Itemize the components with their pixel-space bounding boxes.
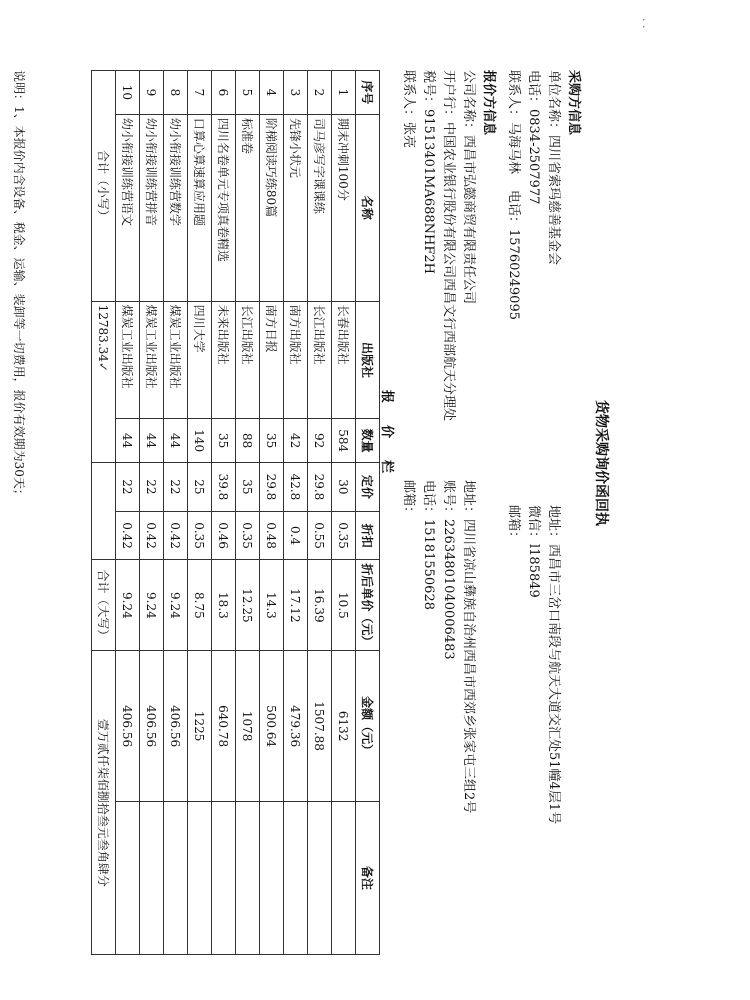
table-cell: 7 [188, 71, 212, 115]
table-cell: 1078 [236, 651, 260, 801]
buyer-contact-phone: 电话：15760249095 [506, 190, 521, 320]
column-header: 数量 [356, 419, 380, 463]
column-header: 金额（元） [356, 651, 380, 801]
seller-account: 账号：22634801040006483 [441, 480, 456, 660]
table-cell: 9.24 [140, 560, 164, 651]
table-cell: 1 [332, 71, 356, 115]
column-header: 折后单价（元） [356, 560, 380, 651]
seller-heading: 报价方信息 [481, 70, 496, 136]
table-row [164, 71, 188, 955]
buyer-email: 邮箱： [506, 505, 521, 545]
table-cell: 584 [332, 419, 356, 463]
quote-label: 报价栏 [379, 390, 394, 496]
table-cell: 29.8 [308, 463, 332, 512]
table-cell: 南方日报 [260, 301, 284, 419]
table-cell: 8.75 [188, 560, 212, 651]
buyer-contact: 联系人：马海马林 [506, 70, 521, 175]
table-cell: 640.78 [212, 651, 236, 801]
table-cell: 479.36 [284, 651, 308, 801]
table-cell: 0.42 [116, 511, 140, 560]
buyer-address: 地址：西昌市三岔口南段与航天大道交汇处51幢4层1号 [546, 505, 561, 825]
seller-bank: 开户行：中国农业银行股份有限公司西昌文行西部航天分理处 [441, 70, 456, 422]
document-title: 货物采购询价函回执 [593, 400, 609, 526]
table-cell: 25 [188, 463, 212, 512]
table-cell: 幼小衔接训练营语文 [116, 114, 140, 301]
table-cell: 南方出版社 [284, 301, 308, 419]
column-header: 名称 [356, 114, 380, 301]
table-cell: 406.56 [140, 651, 164, 801]
table-cell: 17.12 [284, 560, 308, 651]
table-cell: 0.42 [140, 511, 164, 560]
check-mark: ✓ [96, 361, 111, 372]
table-cell: 长春出版社 [332, 301, 356, 419]
table-cell: 期末冲刺100分 [332, 114, 356, 301]
table-cell: 1225 [188, 651, 212, 801]
table-cell: 9.24 [164, 560, 188, 651]
table-cell [332, 801, 356, 954]
table-row [236, 71, 260, 955]
table-row [284, 71, 308, 955]
buyer-heading: 采购方信息 [566, 70, 581, 136]
table-cell: 先锋小状元 [284, 114, 308, 301]
table-cell: 口算心算速算应用题 [188, 114, 212, 301]
table-cell: 39.8 [212, 463, 236, 512]
total-big-label: 合计（大写） [92, 560, 116, 651]
total-small-label: 合计（小写） [92, 71, 116, 302]
table-cell: 0.35 [236, 511, 260, 560]
table-cell: 标准卷 [236, 114, 260, 301]
table-cell [116, 801, 140, 954]
table-cell: 0.35 [332, 511, 356, 560]
seller-address: 地址：四川省凉山彝族自治州西昌市西郊乡张家屯三组2号 [461, 480, 476, 814]
table-cell: 140 [188, 419, 212, 463]
table-cell: 四川名卷单元专项真卷精选 [212, 114, 236, 301]
table-cell: 0.42 [164, 511, 188, 560]
seller-company: 公司名称：西昌市弘懿商贸有限责任公司 [461, 70, 476, 305]
table-cell: 88 [236, 419, 260, 463]
table-cell: 未来出版社 [212, 301, 236, 419]
table-cell [308, 801, 332, 954]
table-cell: 406.56 [116, 651, 140, 801]
table-cell: 0.4 [284, 511, 308, 560]
table-cell: 12.25 [236, 560, 260, 651]
quote-table [91, 70, 380, 955]
table-cell: 阶梯阅读巧练80篇 [260, 114, 284, 301]
buyer-unit: 单位名称：四川省索玛慈善基金会 [546, 70, 561, 266]
table-row [212, 71, 236, 955]
table-cell: 9 [140, 71, 164, 115]
table-cell: 18.3 [212, 560, 236, 651]
table-cell: 司马彦写字课课练 [308, 114, 332, 301]
table-cell: 0.46 [212, 511, 236, 560]
column-header: 出版社 [356, 301, 380, 419]
footer-note: 说明：1、本报价内含设备、税金、运输、装卸等一切费用，报价有效期为30天； [12, 70, 26, 501]
seller-phone: 电话：15181550628 [421, 480, 436, 610]
table-cell: 3 [284, 71, 308, 115]
table-cell: 0.48 [260, 511, 284, 560]
column-header: 折扣 [356, 511, 380, 560]
table-row [116, 71, 140, 955]
table-cell: 煤炭工业出版社 [164, 301, 188, 419]
table-cell: 10 [116, 71, 140, 115]
table-cell: 6132 [332, 651, 356, 801]
table-cell: 35 [260, 419, 284, 463]
table-cell: 30 [332, 463, 356, 512]
buyer-phone: 电话：0834-2507977 [526, 70, 541, 205]
table-cell: 42 [284, 419, 308, 463]
table-cell: 6 [212, 71, 236, 115]
table-cell: 5 [236, 71, 260, 115]
table-cell: 8 [164, 71, 188, 115]
table-row [260, 71, 284, 955]
table-cell: 92 [308, 419, 332, 463]
table-cell: 幼小衔接训练营数学 [164, 114, 188, 301]
total-small-amount: 12783.34 [96, 304, 111, 362]
table-cell: 500.64 [260, 651, 284, 801]
table-cell: 14.3 [260, 560, 284, 651]
seller-contact: 联系人：张亮 [401, 70, 416, 149]
table-header-row [356, 71, 380, 955]
table-cell: 42.8 [284, 463, 308, 512]
scan-marks: · · [637, 18, 650, 29]
table-cell [260, 801, 284, 954]
blank-cell [92, 463, 116, 560]
table-cell [212, 801, 236, 954]
table-cell [140, 801, 164, 954]
total-big-value: 壹万贰仟柒佰捌拾叁元叁角肆分 [92, 651, 116, 955]
table-cell: 44 [116, 419, 140, 463]
table-cell: 22 [116, 463, 140, 512]
table-cell: 幼小衔接训练营拼音 [140, 114, 164, 301]
table-cell [236, 801, 260, 954]
table-cell: 29.8 [260, 463, 284, 512]
buyer-wechat: 微信：l185849 [526, 505, 541, 598]
table-cell: 44 [164, 419, 188, 463]
table-cell: 35 [212, 419, 236, 463]
total-small-value [92, 301, 116, 462]
table-row [140, 71, 164, 955]
table-cell: 长江出版社 [236, 301, 260, 419]
column-header: 定价 [356, 463, 380, 512]
table-cell: 35 [236, 463, 260, 512]
table-cell [284, 801, 308, 954]
table-cell: 1507.88 [308, 651, 332, 801]
table-row [188, 71, 212, 955]
table-cell: 16.39 [308, 560, 332, 651]
table-cell: 长江出版社 [308, 301, 332, 419]
table-cell: 22 [164, 463, 188, 512]
table-cell: 4 [260, 71, 284, 115]
table-cell: 9.24 [116, 560, 140, 651]
seller-tax: 税号：91513401MA688NHF2H [421, 70, 436, 275]
table-cell: 0.35 [188, 511, 212, 560]
table-cell [164, 801, 188, 954]
table-cell [188, 801, 212, 954]
table-row [308, 71, 332, 955]
table-row [332, 71, 356, 955]
table-cell: 10.5 [332, 560, 356, 651]
column-header: 序号 [356, 71, 380, 115]
seller-email: 邮箱： [401, 480, 416, 520]
table-cell: 406.56 [164, 651, 188, 801]
totals-row [92, 71, 116, 955]
table-cell: 44 [140, 419, 164, 463]
table-cell: 0.55 [308, 511, 332, 560]
table-cell: 煤炭工业出版社 [116, 301, 140, 419]
table-cell: 四川大学 [188, 301, 212, 419]
table-cell: 22 [140, 463, 164, 512]
table-cell: 2 [308, 71, 332, 115]
table-cell: 煤炭工业出版社 [140, 301, 164, 419]
column-header: 备注 [356, 801, 380, 954]
